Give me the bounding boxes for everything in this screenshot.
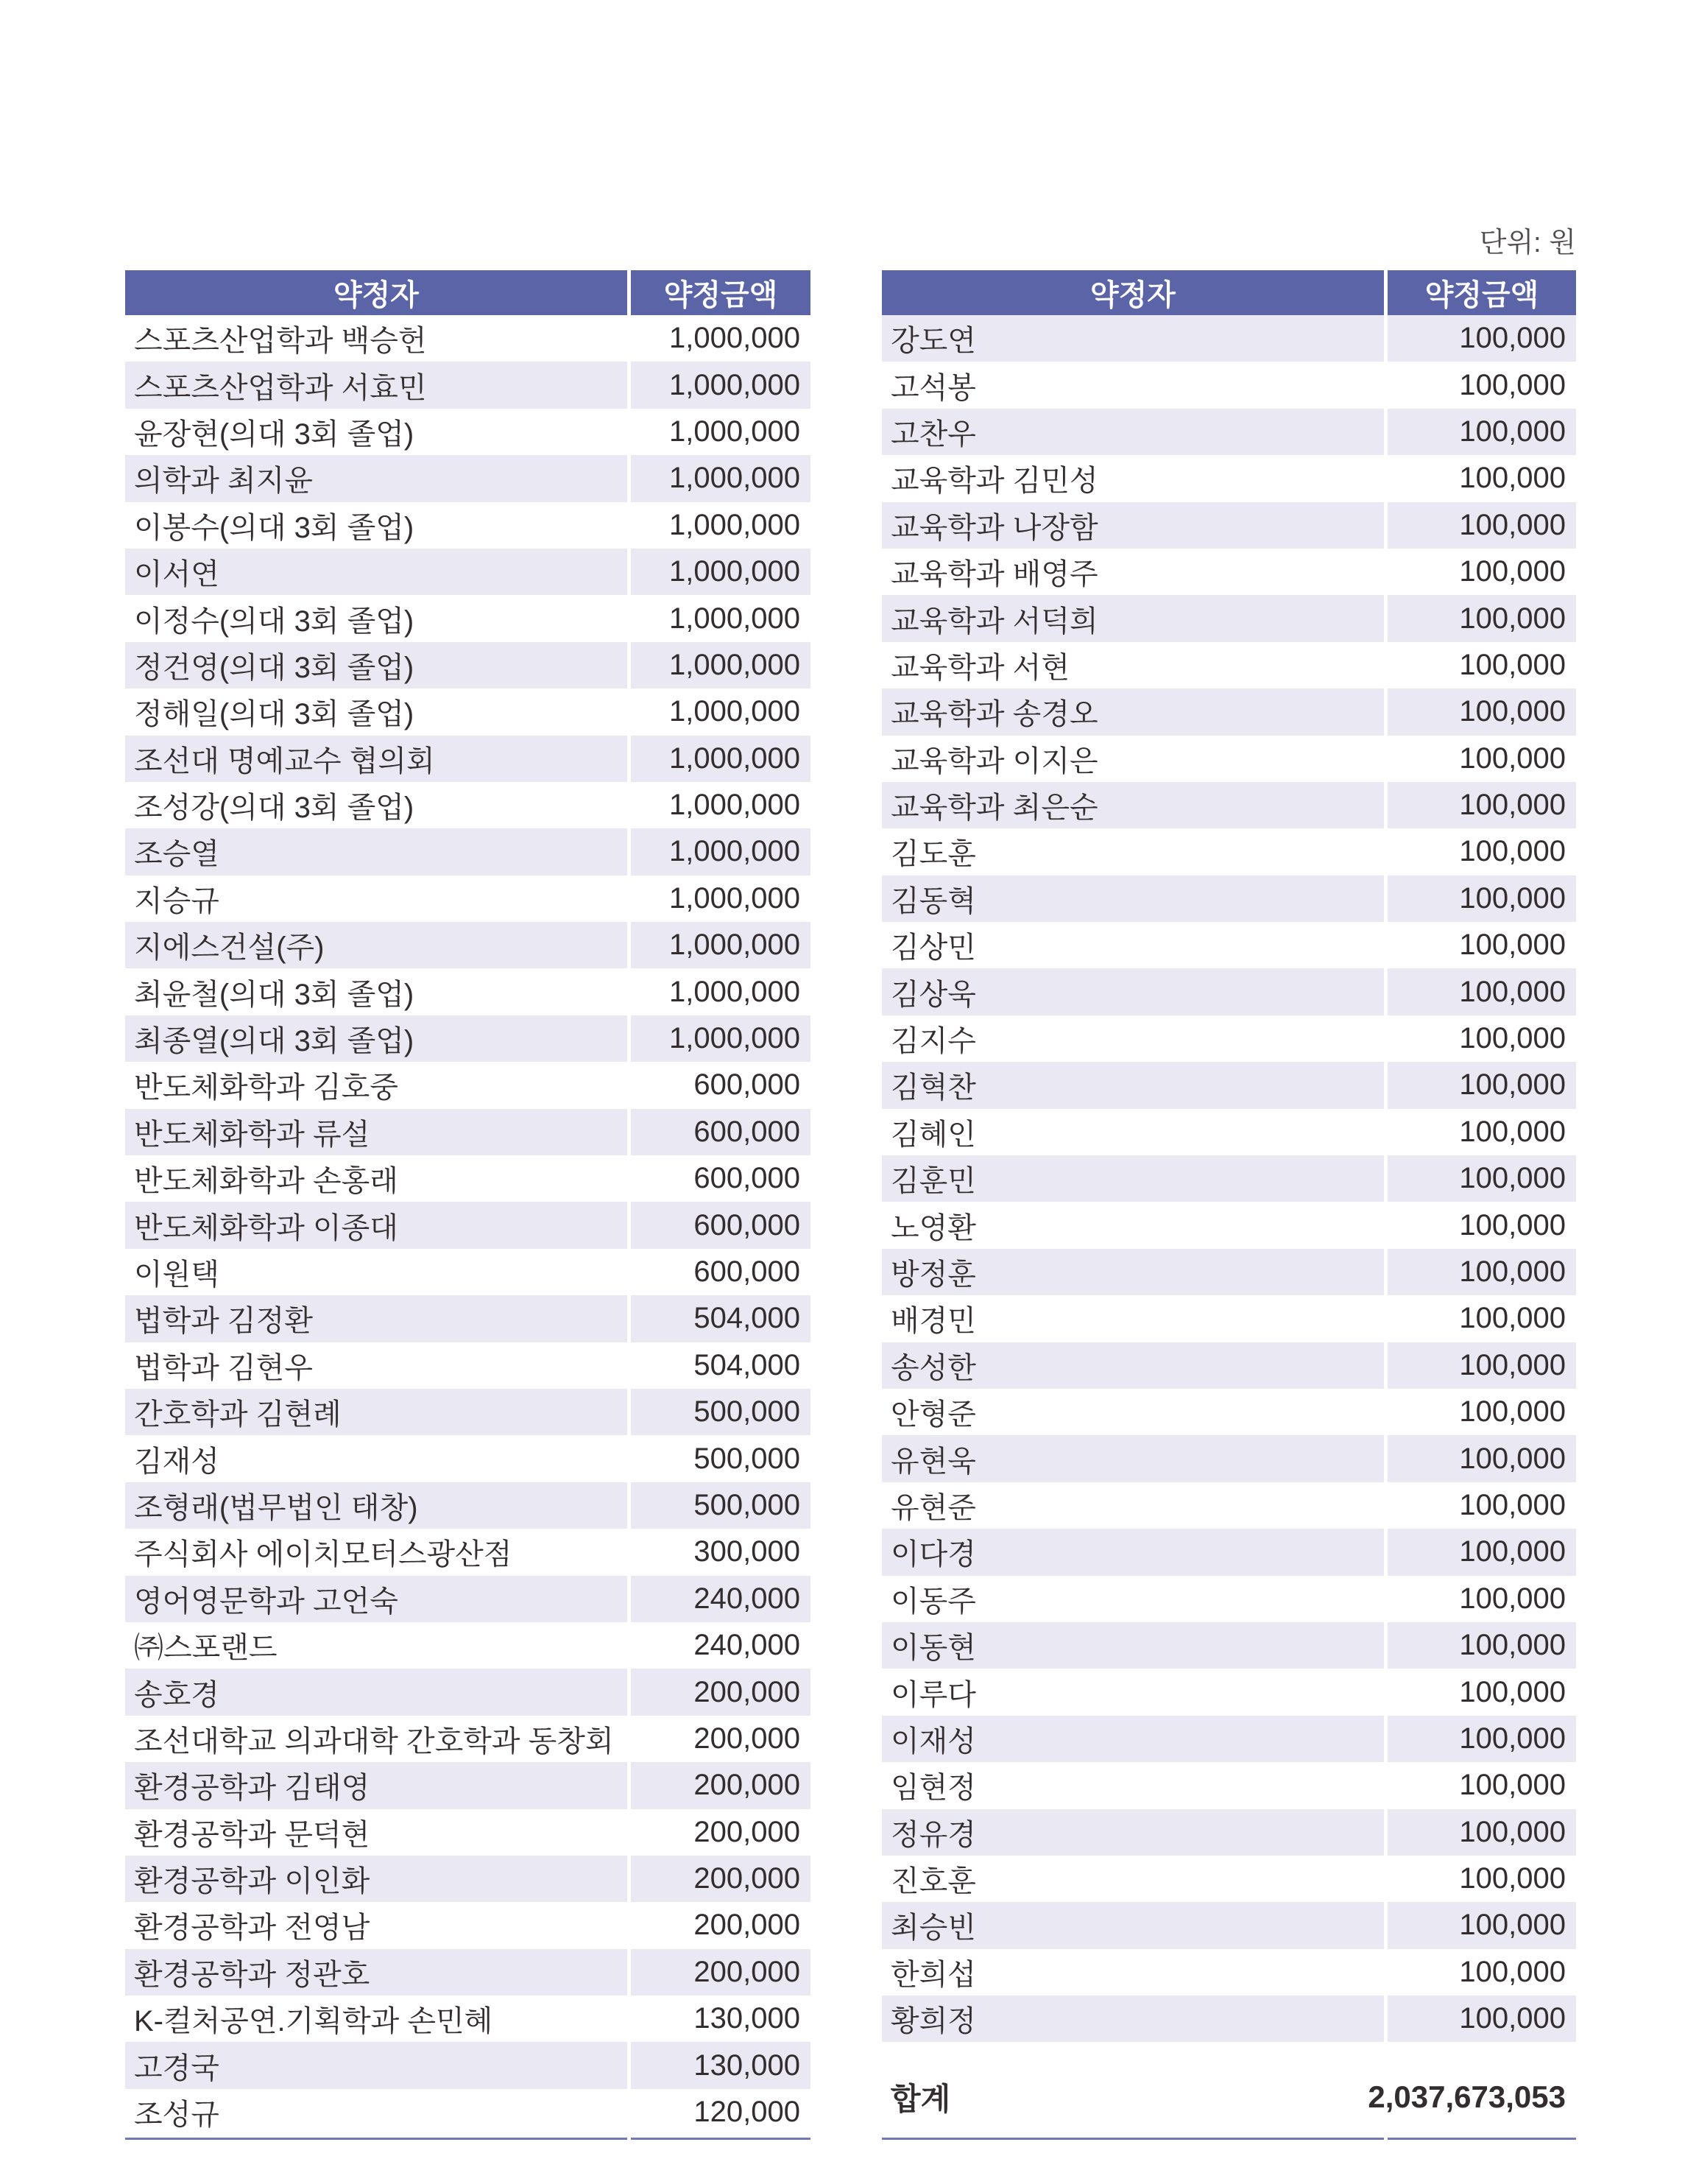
amount-cell: 600,000 [693,1068,800,1102]
amount-cell: 100,000 [1459,1208,1566,1241]
table-row [882,1389,1576,1435]
table-row [125,595,810,641]
table-row [882,1949,1576,1995]
pledger-cell: 스포츠산업학과 서효민 [125,362,627,408]
table-row [125,922,810,968]
pledger-cell: 주식회사 에이치모터스광산점 [134,1538,512,1571]
table-row [882,1109,1576,1155]
amount-cell: 200,000 [631,1949,810,1995]
amount-cell: 100,000 [1459,1115,1566,1148]
table-row [882,1482,1576,1529]
pledger-cell: 송호경 [125,1669,627,1715]
pledger-cell: 조성강(의대 3회 졸업) [134,792,414,825]
table-row [882,1249,1576,1295]
pledger-column-header: 약정자 [882,270,1384,315]
pledger-cell: 이서연 [125,549,627,595]
amount-cell: 100,000 [1388,1062,1576,1108]
total-amount: 2,037,673,053 [1368,2079,1566,2114]
pledger-cell: 유현준 [891,1491,976,1524]
pledger-cell: 조성규 [134,2099,219,2132]
pledger-cell: 교육학과 이지은 [891,744,1098,778]
table-row [882,876,1576,922]
amount-cell: 100,000 [1388,1809,1576,1856]
amount-cell: 100,000 [1388,1249,1576,1295]
table-row [125,1389,810,1435]
amount-cell: 100,000 [1388,502,1576,549]
table-row [882,1762,1576,1808]
table-row [882,1529,1576,1575]
pledger-cell: 황희정 [882,1995,1384,2042]
unit-label: 단위: 원 [1479,228,1576,258]
amount-cell: 200,000 [631,1762,810,1808]
table-row [125,1669,810,1715]
pledger-cell: 법학과 김현우 [134,1351,313,1384]
table-row [882,1202,1576,1248]
pledger-cell: 노영환 [891,1211,976,1244]
amount-cell: 1,000,000 [669,975,800,1008]
amount-cell: 100,000 [1459,462,1566,495]
table-row [882,595,1576,641]
amount-cell: 200,000 [693,1815,800,1848]
amount-cell: 100,000 [1388,1435,1576,1482]
amount-cell: 100,000 [1388,876,1576,922]
pledger-cell: ㈜스포랜드 [134,1632,278,1665]
table-row [882,1995,1576,2042]
table-row [882,828,1576,875]
pledger-cell: 방정훈 [882,1249,1384,1295]
table-row [125,315,810,362]
pledger-cell: 진호훈 [891,1865,976,1898]
table-row [882,642,1576,688]
table-header [125,270,810,315]
amount-cell: 1,000,000 [631,922,810,968]
table-row [125,1809,810,1856]
amount-cell: 100,000 [1459,1395,1566,1429]
amount-cell: 240,000 [631,1576,810,1622]
pledger-cell: 김재성 [134,1445,219,1478]
pledger-cell: 교육학과 서현 [891,651,1070,684]
amount-cell: 100,000 [1459,1675,1566,1708]
table-row [125,2089,810,2135]
pledger-cell: 정유경 [882,1809,1384,1856]
pledger-cell: 의학과 최지윤 [125,455,627,501]
table-row [125,876,810,922]
amount-cell: 100,000 [1388,409,1576,455]
amount-cell: 200,000 [631,1856,810,1902]
amount-cell: 200,000 [631,1669,810,1715]
pledger-cell: 최승빈 [882,1902,1384,1948]
pledger-cell: 최종열(의대 3회 졸업) [125,1015,627,1062]
pledger-cell: 반도체화학과 이종대 [125,1202,627,1248]
pledger-cell: 환경공학과 전영남 [134,1912,370,1945]
pledger-cell: 교육학과 송경오 [882,688,1384,735]
amount-cell: 100,000 [1459,1862,1566,1895]
pledger-cell: 송성한 [882,1342,1384,1389]
table-row [125,1062,810,1108]
table-row [125,1902,810,1948]
pledger-cell: 교육학과 서덕희 [882,595,1384,641]
amount-cell: 100,000 [1388,1902,1576,1948]
table-row [125,1155,810,1202]
pledger-cell: 고경국 [125,2042,627,2088]
amount-cell: 100,000 [1388,782,1576,828]
pledger-cell: 이재성 [882,1716,1384,1762]
pledge-table-left [125,270,810,2135]
total-row [882,2071,1576,2124]
amount-cell: 1,000,000 [669,695,800,728]
pledger-cell: 김지수 [891,1025,976,1058]
amount-cell: 1,000,000 [631,828,810,875]
pledger-cell: 이동현 [882,1622,1384,1669]
pledger-cell: 정해일(의대 3회 졸업) [134,698,414,731]
pledger-cell: 이동주 [891,1585,976,1618]
amount-cell: 1,000,000 [669,881,800,915]
amount-cell: 1,000,000 [669,322,800,355]
amount-cell: 100,000 [1459,929,1566,962]
pledger-cell: 김훈민 [882,1155,1384,1202]
pledger-cell: 환경공학과 문덕현 [134,1818,370,1851]
amount-cell: 100,000 [1459,741,1566,775]
amount-cell: 200,000 [693,1722,800,1755]
pledger-cell: 환경공학과 이인화 [125,1856,627,1902]
amount-cell: 100,000 [1459,1955,1566,1988]
amount-cell: 100,000 [1459,1488,1566,1521]
amount-cell: 600,000 [693,1162,800,1195]
pledger-cell: 고찬우 [882,409,1384,455]
amount-cell: 1,000,000 [631,549,810,595]
table-bottom-border [1388,2138,1576,2140]
amount-cell: 1,000,000 [631,362,810,408]
table-row [125,1529,810,1575]
table-row [882,1716,1576,1762]
pledger-cell: 환경공학과 김태영 [125,1762,627,1808]
table-row [125,1576,810,1622]
pledger-cell: 김동혁 [882,876,1384,922]
amount-cell: 600,000 [631,1109,810,1155]
amount-cell: 1,000,000 [669,508,800,541]
table-row [882,1622,1576,1669]
pledger-cell: 임현정 [891,1772,976,1805]
pledger-cell: 영어영문학과 고언숙 [125,1576,627,1622]
amount-cell: 100,000 [1459,1022,1566,1055]
amount-cell: 200,000 [693,1909,800,1942]
amount-cell: 120,000 [693,2096,800,2129]
pledger-cell: 교육학과 나장함 [882,502,1384,549]
table-row [125,2042,810,2088]
table-row [125,455,810,501]
table-row [882,1576,1576,1622]
table-row [125,642,810,688]
table-bottom-border [125,2138,627,2140]
amount-cell: 100,000 [1388,688,1576,735]
pledger-column-header: 약정자 [125,270,627,315]
pledger-cell: 안형준 [891,1398,976,1431]
amount-cell: 600,000 [693,1255,800,1288]
pledge-table-right [882,270,1576,2042]
amount-cell: 100,000 [1459,1582,1566,1615]
table-row [882,1295,1576,1342]
table-row [125,1249,810,1295]
table-row [882,1062,1576,1108]
pledger-cell: 강도연 [882,315,1384,362]
pledger-cell: 스포츠산업학과 백승헌 [134,325,427,358]
table-row [125,736,810,782]
amount-cell: 1,000,000 [669,602,800,635]
amount-cell: 500,000 [631,1482,810,1529]
pledger-cell: 조선대 명예교수 협의회 [125,736,627,782]
pledger-cell: 이정수(의대 3회 졸업) [134,605,414,638]
pledger-cell: 반도체화학과 김호중 [134,1071,398,1105]
pledger-cell: K-컬처공연.기획학과 손민혜 [134,2005,493,2038]
table-row [125,968,810,1015]
amount-cell: 100,000 [1388,1342,1576,1389]
table-row [125,549,810,595]
table-row [125,1435,810,1482]
table-row [125,1716,810,1762]
table-row [125,1995,810,2042]
amount-cell: 100,000 [1459,835,1566,868]
amount-cell: 100,000 [1459,648,1566,681]
amount-cell: 240,000 [693,1629,800,1662]
table-row [882,1015,1576,1062]
amount-cell: 500,000 [693,1442,800,1475]
table-bottom-border [631,2138,810,2140]
amount-cell: 504,000 [631,1295,810,1342]
amount-cell: 1,000,000 [631,736,810,782]
pledger-cell: 이다경 [882,1529,1384,1575]
table-row [125,1295,810,1342]
pledger-cell: 김상민 [891,931,976,965]
table-row [882,1902,1576,1948]
pledger-cell: 법학과 김정환 [125,1295,627,1342]
amount-column-header: 약정금액 [631,270,810,315]
table-bottom-border [882,2138,1384,2140]
amount-cell: 1,000,000 [631,455,810,501]
pledger-cell: 배경민 [891,1305,976,1338]
pledger-cell: 한희섭 [891,1958,976,1991]
table-row [882,1669,1576,1715]
pledger-cell: 최윤철(의대 3회 졸업) [134,978,414,1011]
amount-cell: 1,000,000 [669,415,800,448]
table-row [882,688,1576,735]
pledger-cell: 조승열 [125,828,627,875]
pledger-cell: 지승규 [134,884,219,917]
table-body [125,315,810,2135]
pledger-cell: 환경공학과 정관호 [125,1949,627,1995]
table-row [125,1202,810,1248]
table-row [125,362,810,408]
table-row [125,1622,810,1669]
table-row [882,1155,1576,1202]
table-row [882,922,1576,968]
amount-cell: 100,000 [1388,1716,1576,1762]
amount-cell: 100,000 [1388,1529,1576,1575]
table-row [125,1949,810,1995]
table-row [882,315,1576,362]
amount-cell: 100,000 [1388,1622,1576,1669]
amount-cell: 130,000 [693,2002,800,2035]
pledger-cell: 조형래(법무법인 태창) [125,1482,627,1529]
pledger-cell: 조선대학교 의과대학 간호학과 동창회 [134,1725,614,1758]
table-row [125,1856,810,1902]
pledger-cell: 교육학과 배영주 [891,558,1098,591]
amount-cell: 100,000 [1388,315,1576,362]
pledger-cell: 간호학과 김현례 [125,1389,627,1435]
table-row [882,968,1576,1015]
table-body [882,315,1576,2042]
table-row [882,549,1576,595]
amount-cell: 100,000 [1388,595,1576,641]
table-row [882,362,1576,408]
table-row [882,455,1576,501]
table-row [882,1342,1576,1389]
table-row [125,1482,810,1529]
pledger-cell: 이봉수(의대 3회 졸업) [134,511,414,544]
amount-cell: 100,000 [1459,368,1566,401]
pledger-cell: 이원택 [134,1258,219,1291]
amount-cell: 504,000 [693,1348,800,1381]
pledger-cell: 교육학과 최은순 [882,782,1384,828]
amount-cell: 100,000 [1388,1995,1576,2042]
amount-cell: 600,000 [631,1202,810,1248]
table-row [125,502,810,549]
pledger-cell: 유현욱 [882,1435,1384,1482]
table-row [125,688,810,735]
table-row [882,736,1576,782]
amount-cell: 100,000 [1459,555,1566,588]
amount-cell: 500,000 [631,1389,810,1435]
pledger-cell: 김도훈 [891,838,976,871]
table-row [882,1856,1576,1902]
table-row [125,409,810,455]
pledger-cell: 윤장현(의대 3회 졸업) [134,418,414,451]
table-row [125,1762,810,1808]
pledger-cell: 교육학과 김민성 [891,465,1098,498]
table-row [882,409,1576,455]
amount-cell: 1,000,000 [631,642,810,688]
table-row [882,782,1576,828]
table-row [882,502,1576,549]
amount-cell: 100,000 [1388,968,1576,1015]
pledger-cell: 김혜인 [891,1118,976,1151]
table-row [125,782,810,828]
pledger-cell: 김상욱 [882,968,1384,1015]
amount-cell: 1,000,000 [669,789,800,822]
amount-column-header: 약정금액 [1388,270,1576,315]
table-row [125,1015,810,1062]
table-row [125,828,810,875]
pledger-cell: 김혁찬 [882,1062,1384,1108]
amount-cell: 1,000,000 [631,1015,810,1062]
table-header [882,270,1576,315]
amount-cell: 100,000 [1459,1302,1566,1335]
table-row [882,1809,1576,1856]
amount-cell: 300,000 [693,1535,800,1568]
pledger-cell: 고석봉 [891,371,976,404]
pledger-cell: 이루다 [891,1678,976,1711]
table-row [125,1109,810,1155]
pledger-cell: 지에스건설(주) [125,922,627,968]
total-label: 합계 [891,2082,951,2116]
table-row [882,1435,1576,1482]
pledger-cell: 반도체화학과 류설 [125,1109,627,1155]
amount-cell: 130,000 [631,2042,810,2088]
pledger-cell: 정건영(의대 3회 졸업) [125,642,627,688]
amount-cell: 100,000 [1388,1155,1576,1202]
amount-cell: 100,000 [1459,1769,1566,1802]
table-row [125,1342,810,1389]
pledger-cell: 반도체화학과 손홍래 [134,1165,398,1198]
